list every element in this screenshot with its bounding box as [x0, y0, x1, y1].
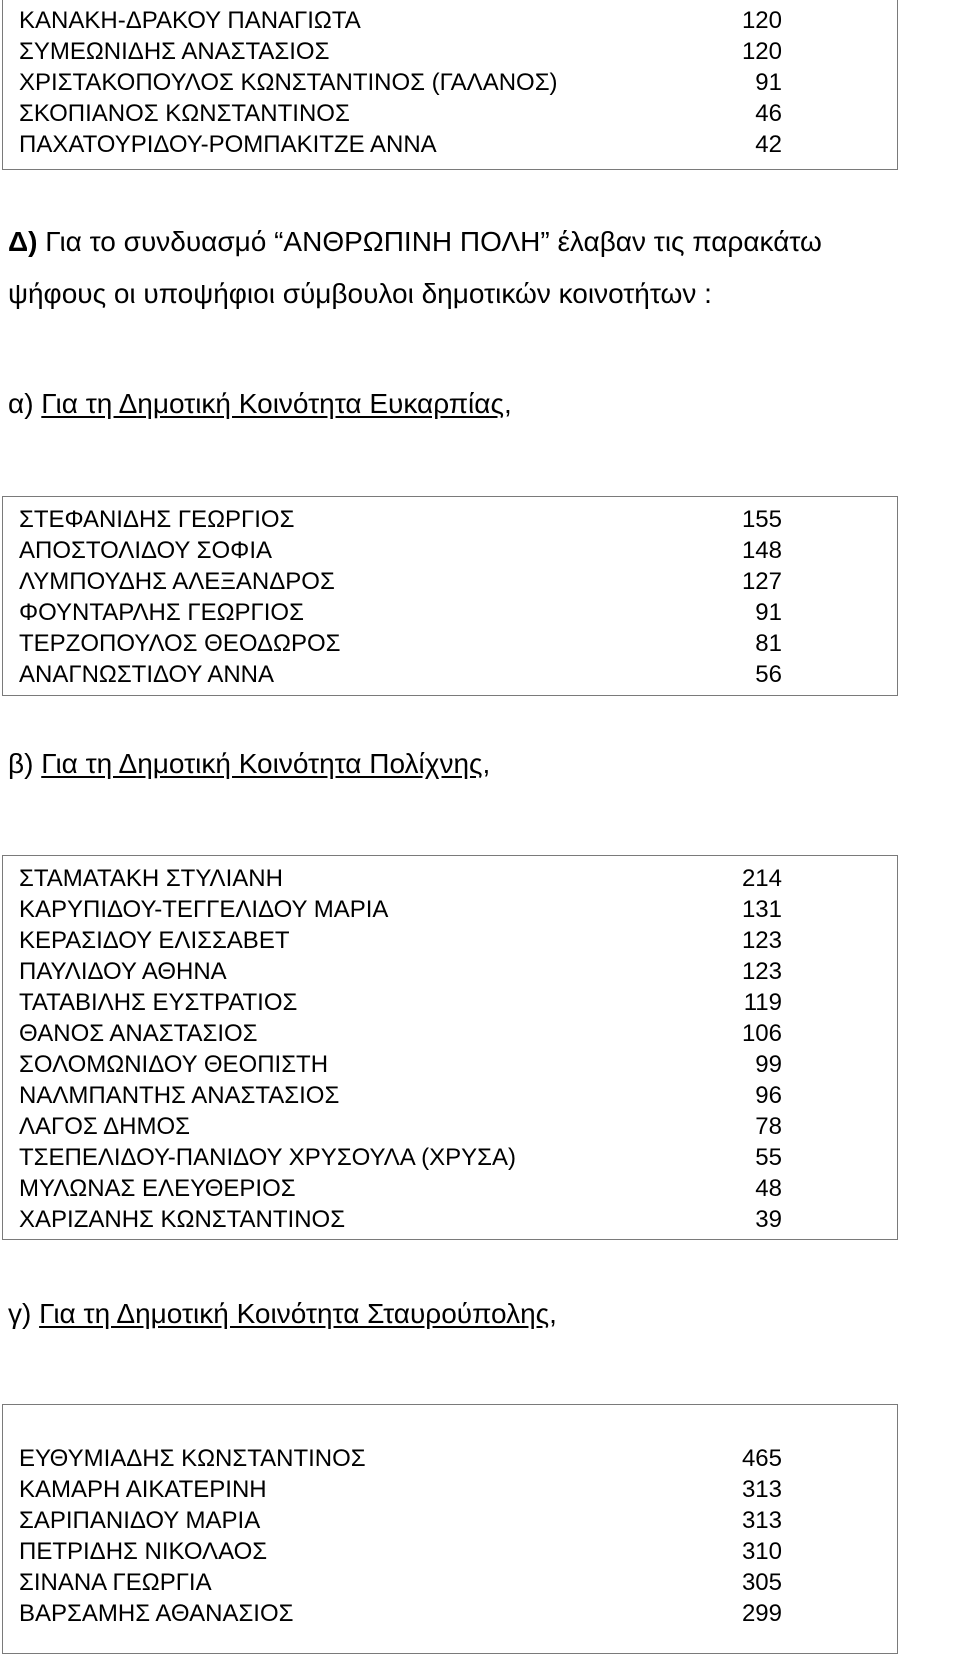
subsection-suffix: , [482, 748, 491, 779]
candidate-row [3, 566, 897, 597]
candidate-row [3, 67, 897, 98]
candidate-row [3, 1536, 897, 1567]
candidate-votes: 127 [741, 568, 782, 595]
candidate-votes: 123 [741, 958, 782, 985]
candidate-row [3, 628, 897, 659]
candidate-list-evkarpia [2, 496, 898, 696]
subsection-prefix: γ) [8, 1298, 32, 1329]
candidate-votes: 46 [755, 100, 782, 127]
candidate-name: ΛΥΜΠΟΥΔΗΣ ΑΛΕΞΑΝΔΡΟΣ [19, 568, 335, 595]
candidate-votes: 120 [741, 7, 782, 34]
candidate-row [3, 1505, 897, 1536]
candidate-name: ΧΡΙΣΤΑΚΟΠΟΥΛΟΣ ΚΩΝΣΤΑΝΤΙΝΟΣ (ΓΑΛΑΝΟΣ) [19, 69, 558, 96]
heading-line1: Για το συνδυασμό “ΑΝΘΡΩΠΙΝΗ ΠΟΛΗ” έλαβαν τις παρακάτω [45, 226, 822, 257]
candidate-row [3, 863, 897, 894]
candidate-votes: 99 [755, 1051, 782, 1078]
candidate-votes: 214 [741, 865, 782, 892]
candidate-name: ΛΑΓΟΣ ΔΗΜΟΣ [19, 1113, 190, 1140]
candidate-votes: 78 [755, 1113, 782, 1140]
candidate-row [3, 98, 897, 129]
candidate-row [3, 659, 897, 690]
candidate-name: ΠΑΧΑΤΟΥΡΙΔΟΥ-ΡΟΜΠΑΚΙΤΖΕ ΑΝΝΑ [19, 131, 437, 158]
candidate-votes: 310 [741, 1538, 782, 1565]
candidate-name: ΕΥΘΥΜΙΑΔΗΣ ΚΩΝΣΤΑΝΤΙΝΟΣ [19, 1445, 366, 1472]
candidate-votes: 56 [755, 661, 782, 688]
candidate-row [3, 925, 897, 956]
candidate-votes: 91 [755, 69, 782, 96]
candidate-row [3, 956, 897, 987]
subsection-title: Για τη Δημοτική Κοινότητα Πολίχνης [41, 748, 483, 779]
candidate-row [3, 1443, 897, 1474]
candidate-name: ΘΑΝΟΣ ΑΝΑΣΤΑΣΙΟΣ [19, 1020, 258, 1047]
candidate-name: ΣΙΝΑΝΑ ΓΕΩΡΓΙΑ [19, 1569, 212, 1596]
candidate-votes: 155 [741, 506, 782, 533]
candidate-rows [3, 504, 897, 690]
candidate-name: ΣΑΡΙΠΑΝΙΔΟΥ ΜΑΡΙΑ [19, 1507, 261, 1534]
candidate-name: ΣΤΑΜΑΤΑΚΗ ΣΤΥΛΙΑΝΗ [19, 865, 283, 892]
candidate-name: ΤΣΕΠΕΛΙΔΟΥ-ΠΑΝΙΔΟΥ ΧΡΥΣΟΥΛΑ (ΧΡΥΣΑ) [19, 1144, 517, 1171]
candidate-name: ΠΕΤΡΙΔΗΣ ΝΙΚΟΛΑΟΣ [19, 1538, 268, 1565]
candidate-rows [3, 1443, 897, 1629]
candidate-votes: 106 [741, 1020, 782, 1047]
candidate-votes: 313 [741, 1476, 782, 1503]
candidate-row [3, 894, 897, 925]
candidate-row [3, 36, 897, 67]
candidate-list-stavroupoli [2, 1404, 898, 1654]
candidate-name: ΑΝΑΓΝΩΣΤΙΔΟΥ ΑΝΝΑ [19, 661, 275, 688]
candidate-votes: 120 [741, 38, 782, 65]
candidate-name: ΣΤΕΦΑΝΙΔΗΣ ΓΕΩΡΓΙΟΣ [19, 506, 295, 533]
candidate-name: ΑΠΟΣΤΟΛΙΔΟΥ ΣΟΦΙΑ [19, 537, 272, 564]
candidate-row [3, 1142, 897, 1173]
candidate-votes: 42 [755, 131, 782, 158]
candidate-row [3, 1049, 897, 1080]
candidate-name: ΚΑΡΥΠΙΔΟΥ-ΤΕΓΓΕΛΙΔΟΥ ΜΑΡΙΑ [19, 896, 389, 923]
candidate-row [3, 504, 897, 535]
candidate-votes: 299 [741, 1600, 782, 1627]
candidate-votes: 55 [755, 1144, 782, 1171]
candidate-votes: 465 [741, 1445, 782, 1472]
candidate-list-previous [2, 0, 898, 170]
candidate-row [3, 5, 897, 36]
candidate-votes: 123 [741, 927, 782, 954]
candidate-name: ΝΑΛΜΠΑΝΤΗΣ ΑΝΑΣΤΑΣΙΟΣ [19, 1082, 340, 1109]
subsection-heading-a [8, 388, 512, 420]
candidate-row [3, 597, 897, 628]
candidate-row [3, 1173, 897, 1204]
subsection-heading-b [8, 748, 490, 780]
candidate-row [3, 535, 897, 566]
section-heading-d-line2: ψήφους οι υποψήφιοι σύμβουλοι δημοτικών κοινοτήτων : [8, 278, 712, 309]
candidate-name: ΤΑΤΑΒΙΛΗΣ ΕΥΣΤΡΑΤΙΟΣ [19, 989, 298, 1016]
candidate-name: ΒΑΡΣΑΜΗΣ ΑΘΑΝΑΣΙΟΣ [19, 1600, 294, 1627]
subsection-title: Για τη Δημοτική Κοινότητα Ευκαρπίας [41, 388, 504, 419]
candidate-votes: 119 [743, 989, 782, 1016]
candidate-votes: 313 [741, 1507, 782, 1534]
candidate-name: ΚΑΜΑΡΗ ΑΙΚΑΤΕΡΙΝΗ [19, 1476, 267, 1503]
candidate-name: ΧΑΡΙΖΑΝΗΣ ΚΩΝΣΤΑΝΤΙΝΟΣ [19, 1206, 346, 1233]
candidate-name: ΠΑΥΛΙΔΟΥ ΑΘΗΝΑ [19, 958, 227, 985]
candidate-row [3, 1204, 897, 1235]
candidate-rows [3, 863, 897, 1235]
subsection-suffix: , [503, 388, 512, 419]
candidate-row [3, 1080, 897, 1111]
candidate-name: ΣΟΛΟΜΩΝΙΔΟΥ ΘΕΟΠΙΣΤΗ [19, 1051, 329, 1078]
candidate-rows [3, 5, 897, 160]
candidate-votes: 81 [755, 630, 782, 657]
section-heading-d [8, 226, 822, 258]
candidate-row [3, 1111, 897, 1142]
candidate-votes: 39 [755, 1206, 782, 1233]
candidate-row [3, 129, 897, 160]
heading-letter: Δ) [8, 226, 38, 257]
subsection-heading-c [8, 1298, 557, 1330]
candidate-row [3, 987, 897, 1018]
candidate-name: ΤΕΡΖΟΠΟΥΛΟΣ ΘΕΟΔΩΡΟΣ [19, 630, 341, 657]
candidate-votes: 96 [755, 1082, 782, 1109]
candidate-name: ΣΚΟΠΙΑΝΟΣ ΚΩΝΣΤΑΝΤΙΝΟΣ [19, 100, 350, 127]
candidate-row [3, 1598, 897, 1629]
subsection-prefix: α) [8, 388, 34, 419]
subsection-title: Για τη Δημοτική Κοινότητα Σταυρούπολης [39, 1298, 550, 1329]
candidate-votes: 148 [741, 537, 782, 564]
candidate-row [3, 1567, 897, 1598]
candidate-name: ΜΥΛΩΝΑΣ ΕΛΕΥΘΕΡΙΟΣ [19, 1175, 296, 1202]
candidate-name: ΣΥΜΕΩΝΙΔΗΣ ΑΝΑΣΤΑΣΙΟΣ [19, 38, 330, 65]
candidate-list-polichni [2, 855, 898, 1240]
candidate-votes: 91 [755, 599, 782, 626]
candidate-votes: 305 [741, 1569, 782, 1596]
subsection-prefix: β) [8, 748, 34, 779]
candidate-row [3, 1018, 897, 1049]
candidate-name: ΚΑΝΑΚΗ-ΔΡΑΚΟΥ ΠΑΝΑΓΙΩΤΑ [19, 7, 361, 34]
candidate-name: ΚΕΡΑΣΙΔΟΥ ΕΛΙΣΣΑΒΕΤ [19, 927, 290, 954]
candidate-votes: 48 [755, 1175, 782, 1202]
candidate-name: ΦΟΥΝΤΑΡΛΗΣ ΓΕΩΡΓΙΟΣ [19, 599, 304, 626]
candidate-votes: 131 [741, 896, 782, 923]
candidate-row [3, 1474, 897, 1505]
subsection-suffix: , [549, 1298, 557, 1329]
